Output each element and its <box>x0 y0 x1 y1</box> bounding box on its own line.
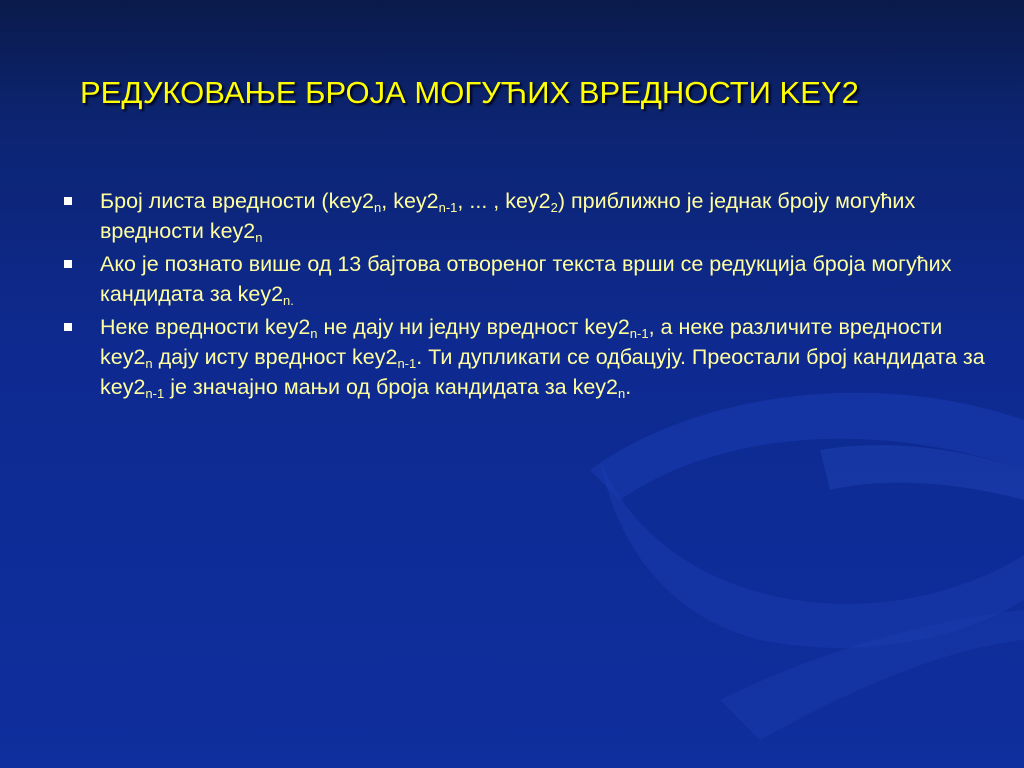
bullet-text: Ако је познато више од 13 бајтова отвореног текста врши се редукција броја могућих кандидата за key2 <box>100 252 952 306</box>
slide-title: РЕДУКОВАЊЕ БРОЈА МОГУЋИХ ВРЕДНОСТИ KEY2 <box>80 75 859 110</box>
bullet-text: не дају ни једну вредност key2 <box>317 315 630 339</box>
bullet-marker-icon <box>64 197 72 205</box>
bullet-text: ) приближно је једнак броју могућих вредности key2 <box>100 189 916 243</box>
subscript: n-1 <box>397 356 417 371</box>
bullet-text: . <box>625 375 632 399</box>
subscript: n <box>255 230 263 245</box>
bullet-text: Неке вредности key2 <box>100 315 311 339</box>
bullet-text: Број листа вредности (key2 <box>100 189 375 213</box>
bullet-text: , key2 <box>381 189 439 213</box>
subscript: n-1 <box>145 386 165 401</box>
subscript: n-1 <box>438 200 458 215</box>
bullet-text: , ... , key2 <box>457 189 551 213</box>
subscript: n <box>145 356 153 371</box>
subscript: n. <box>283 293 294 308</box>
bullet-text: , а неке различите вредности key2 <box>100 315 943 369</box>
bullet-item <box>64 249 994 309</box>
subscript: n <box>374 200 382 215</box>
bullet-list <box>64 186 994 405</box>
bullet-text: дају исту вредност key2 <box>152 345 398 369</box>
subscript: n-1 <box>629 326 649 341</box>
bullet-item <box>64 186 994 246</box>
bullet-text: је значајно мањи од броја кандидата за key2 <box>164 375 619 399</box>
subscript: n <box>618 386 626 401</box>
bullet-marker-icon <box>64 260 72 268</box>
subscript: 2 <box>550 200 558 215</box>
bullet-marker-icon <box>64 323 72 331</box>
bullet-text: . Ти дупликати се одбацују. Преостали број кандидата за key2 <box>100 345 985 399</box>
bullet-item <box>64 312 994 402</box>
subscript: n <box>310 326 318 341</box>
